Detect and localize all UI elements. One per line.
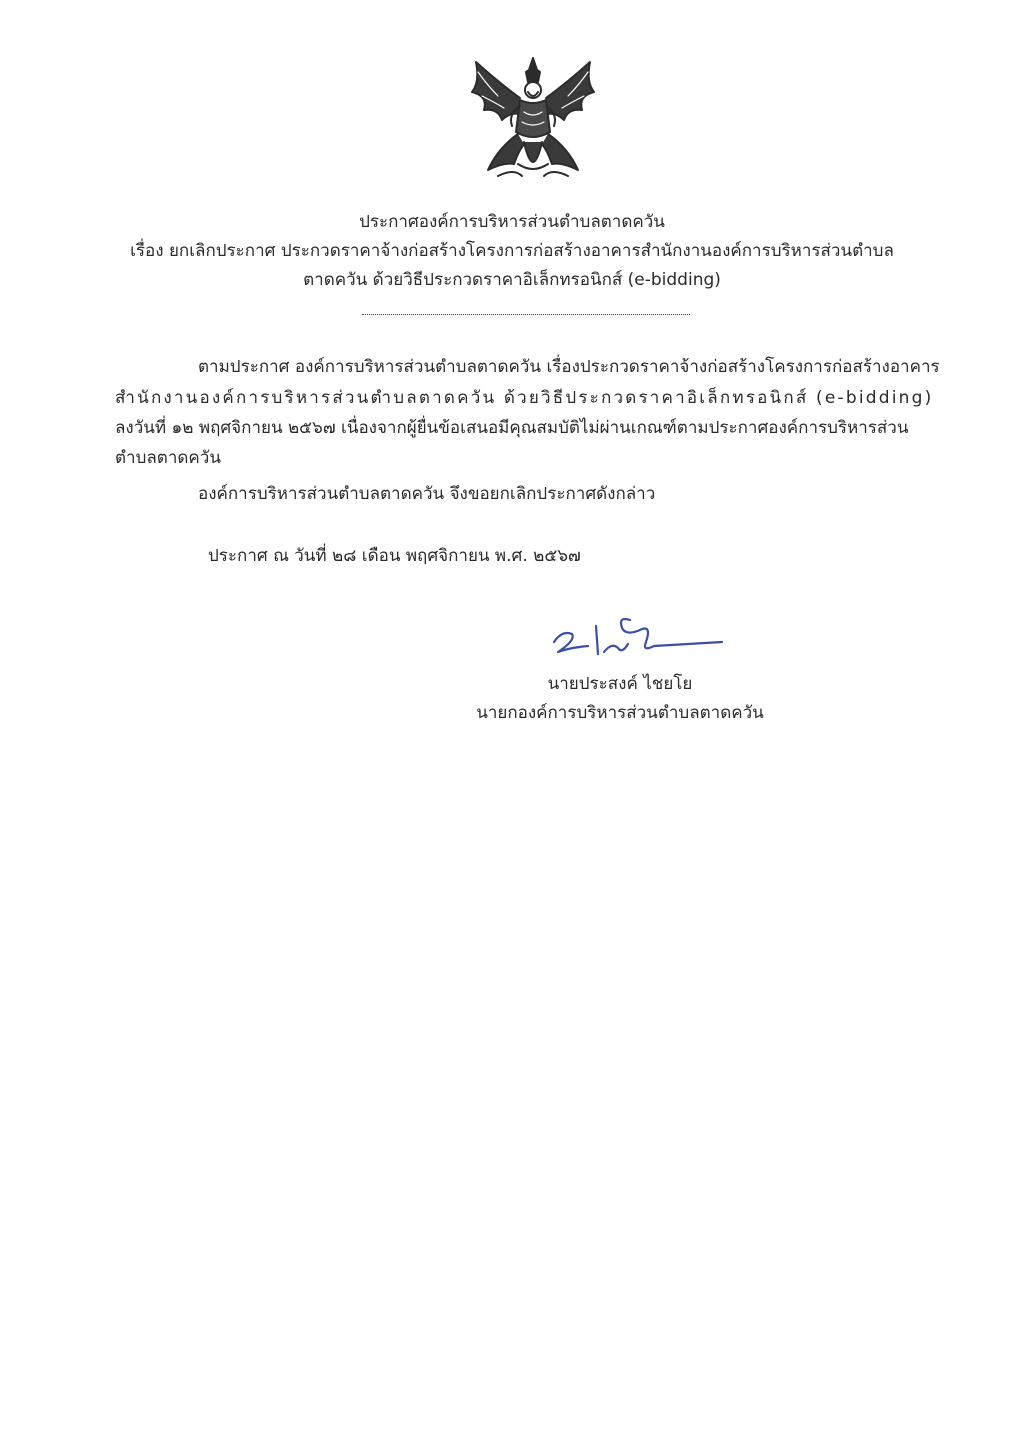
title-line-2: เรื่อง ยกเลิกประกาศ ประกวดราคาจ้างก่อสร้างโครงการก่อสร้างอาคารสำนักงานองค์การบริหารส่วนตำบล <box>130 241 894 261</box>
title-line-1: ประกาศองค์การบริหารส่วนตำบลตาดควัน <box>359 212 665 232</box>
body-line-5: องค์การบริหารส่วนตำบลตาดควัน จึงขอยกเลิกประกาศดังกล่าว <box>198 484 656 504</box>
garuda-emblem-icon <box>458 52 608 192</box>
signer-position: นายกองค์การบริหารส่วนตำบลตาดควัน <box>476 703 764 723</box>
body-line-2: สำนักงานองค์การบริหารส่วนตำบลตาดควัน ด้วยวิธีประกวดราคาอิเล็กทรอนิกส์ (e-bidding) <box>115 388 934 408</box>
announcement-title <box>100 208 924 295</box>
signer-name: นายประสงค์ ไชยโย <box>547 674 693 694</box>
body-line-4: ตำบลตาดควัน <box>115 448 221 468</box>
handwritten-signature <box>548 612 728 664</box>
title-line-3: ตาดควัน ด้วยวิธีประกวดราคาอิเล็กทรอนิกส์ (e-bidding) <box>303 270 721 290</box>
announce-date: ประกาศ ณ วันที่ ๒๘ เดือน พฤศจิกายน พ.ศ. ๒๕๖๗ <box>208 546 581 566</box>
body-line-1: ตามประกาศ องค์การบริหารส่วนตำบลตาดควัน เรื่องประกวดราคาจ้างก่อสร้างโครงการก่อสร้างอาคาร <box>198 357 940 377</box>
body-line-3: ลงวันที่ ๑๒ พฤศจิกายน ๒๕๖๗ เนื่องจากผู้ยื่นข้อเสนอมีคุณสมบัติไม่ผ่านเกณฑ์ตามประกาศองค์การบริหารส่วน <box>115 418 909 438</box>
title-divider <box>362 314 690 315</box>
